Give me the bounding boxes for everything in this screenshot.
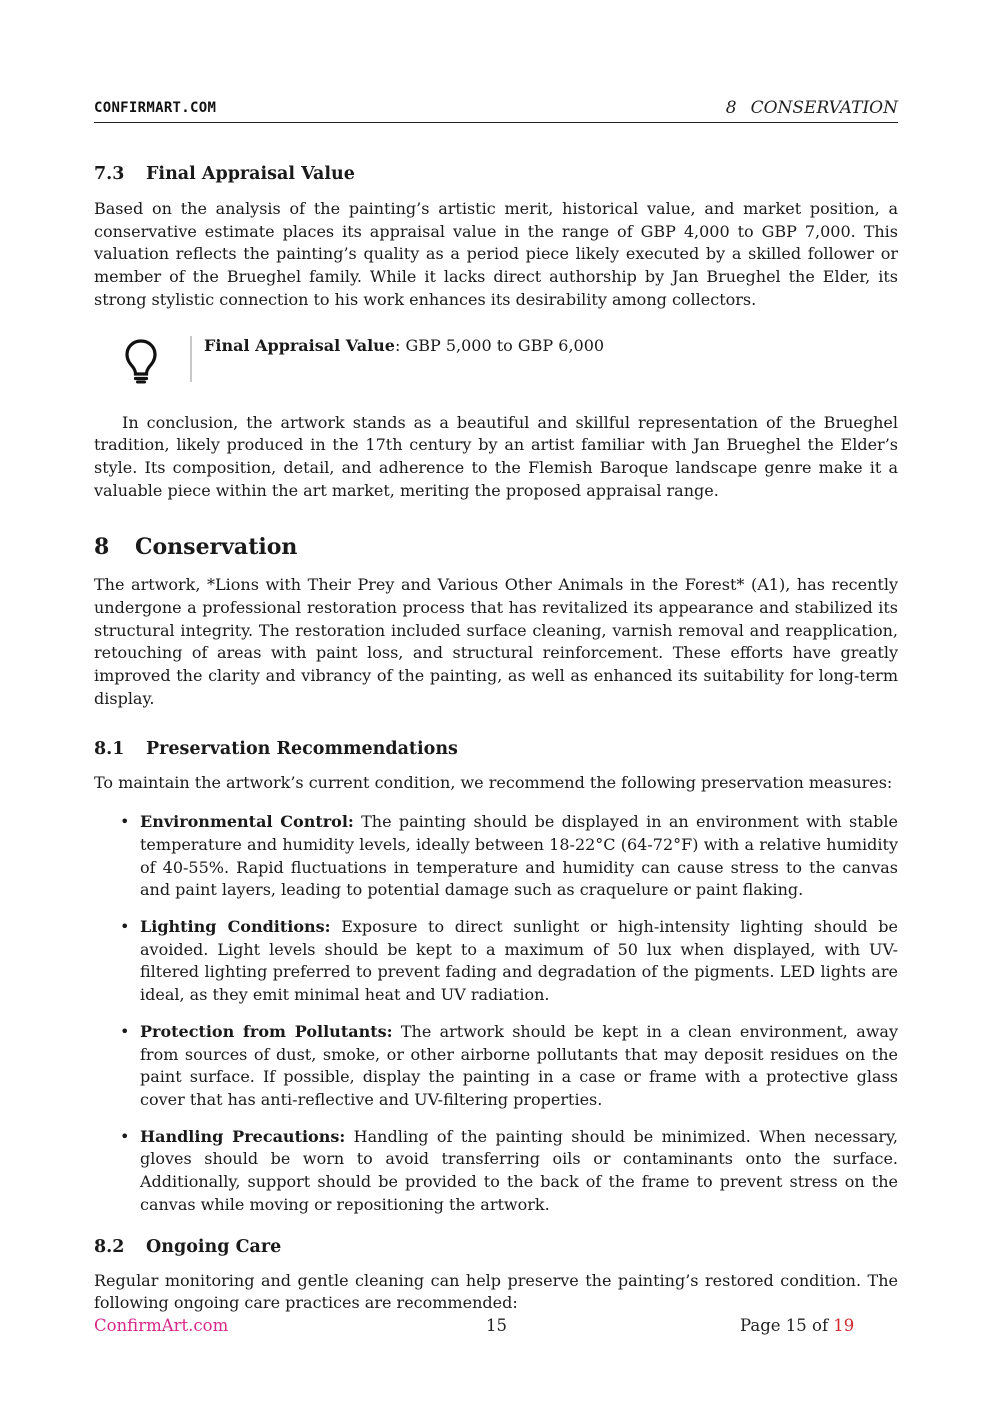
item-label: Protection from Pollutants: — [140, 1021, 393, 1041]
section-8-2-heading — [94, 1233, 898, 1261]
section-title: Ongoing Care — [146, 1236, 282, 1257]
note-text — [204, 335, 604, 357]
note-label: Final Appraisal Value — [204, 335, 395, 355]
bullet: • — [120, 812, 130, 832]
bullet: • — [120, 917, 130, 937]
item-label: Environmental Control: — [140, 812, 354, 832]
section-8-1-heading — [94, 735, 898, 763]
footer-page-count — [740, 1316, 854, 1335]
preservation-list — [94, 811, 898, 1216]
section-number: 8 — [94, 534, 110, 561]
item-text: The artwork should be kept in a clean environment, away from sources of dust, smoke, or other airborne pollutants that may deposit residues on the paint surface. If possible, display the painting in a case or frame with a protective glass cover that has anti-reflective and UV-filtering properties. — [140, 1021, 899, 1109]
note-divider — [190, 336, 192, 382]
section-number: 8.2 — [94, 1236, 125, 1257]
header-section-title: CONSERVATION — [750, 98, 898, 118]
list-item — [94, 1021, 898, 1112]
section-title: Final Appraisal Value — [146, 164, 355, 184]
lightbulb-icon — [124, 338, 158, 384]
list-item — [94, 811, 898, 902]
header-logo: CONFIRMART.COM — [94, 100, 217, 116]
appraisal-note-box — [94, 336, 898, 392]
bullet: • — [120, 1021, 130, 1041]
section-number: 8.1 — [94, 738, 125, 759]
item-label: Handling Precautions: — [140, 1126, 346, 1146]
note-value: : GBP 5,000 to GBP 6,000 — [394, 335, 605, 355]
conclusion-paragraph: In conclusion, the artwork stands as a beautiful and skillful representation of the Brueghel tradition, likely produced in the 17th century by an artist familiar with Jan Brueghel the Elder’s style. Its composition, detail, and adherence to the Flemish Baroque landscape genre make it a valuable piece within the art market, meriting the proposed appraisal range. — [94, 412, 898, 500]
item-text: Handling of the painting should be minimized. When necessary, gloves should be worn to avoid transferring oils or contaminants onto the surface. Additionally, support should be provided to the back of the frame to prevent stress on the canvas while moving or repositioning the artwork. — [140, 1126, 899, 1214]
section-8-heading — [94, 532, 898, 562]
section-title: Preservation Recommendations — [146, 738, 458, 759]
footer-site-link[interactable]: ConfirmArt.com — [94, 1316, 229, 1335]
list-item — [94, 1126, 898, 1217]
section-title: Conservation — [135, 534, 298, 561]
item-text: The painting should be displayed in an environment with stable temperature and humidity levels, ideally between 18-22°C (64-72°F) with a relative humidity of 40-55%. Rapid fluctuations in temperature and humidity can cause stress to the canvas and paint layers, leading to potential damage such as craquelure or paint flaking. — [140, 812, 898, 900]
item-text: Exposure to direct sunlight or high-intensity lighting should be avoided. Light levels should be kept to a maximum of 50 lux when displayed, with UV-filtered lighting preferred to prevent fading and degradation of the pigments. LED lights are ideal, as they emit minimal heat and UV radiation. — [140, 917, 899, 1005]
footer-total-pages-link[interactable]: 19 — [833, 1316, 855, 1335]
section-number: 7.3 — [94, 164, 125, 184]
list-item — [94, 916, 898, 1007]
header-section-number: 8 — [725, 98, 737, 118]
conservation-paragraph: The artwork, *Lions with Their Prey and Various Other Animals in the Forest* (A1), has recently undergone a professional restoration process that has revitalized its appearance and stabilized its structural integrity. The restoration included surface cleaning, varnish removal and reapplication, retouching of areas with paint loss, and structural reinforcement. These efforts have greatly improved the clarity and vibrancy of the painting, as well as enhanced its suitability for long-term display. — [94, 575, 898, 708]
section-7-3-heading — [94, 160, 898, 188]
page-content — [94, 160, 898, 1315]
footer-page-prefix: Page 15 of — [740, 1316, 834, 1335]
appraisal-paragraph: Based on the analysis of the painting’s artistic merit, historical value, and market position, a conservative estimate places its appraisal value in the range of GBP 4,000 to GBP 7,000. This valuation reflects the painting’s quality as a period piece likely executed by a skilled follower or member of the Brueghel family. While it lacks direct authorship by Jan Brueghel the Elder, its strong stylistic connection to his work enhances its desirability among collectors. — [94, 199, 898, 309]
header-section — [726, 98, 898, 118]
page-header — [94, 98, 898, 123]
bullet: • — [120, 1126, 130, 1146]
ongoing-care-paragraph: Regular monitoring and gentle cleaning can help preserve the painting’s restored condition. The following ongoing care practices are recommended: — [94, 1270, 898, 1313]
preservation-intro: To maintain the artwork’s current condition, we recommend the following preservation measures: — [94, 772, 893, 792]
footer-page-number: 15 — [486, 1316, 507, 1335]
item-label: Lighting Conditions: — [140, 917, 331, 937]
